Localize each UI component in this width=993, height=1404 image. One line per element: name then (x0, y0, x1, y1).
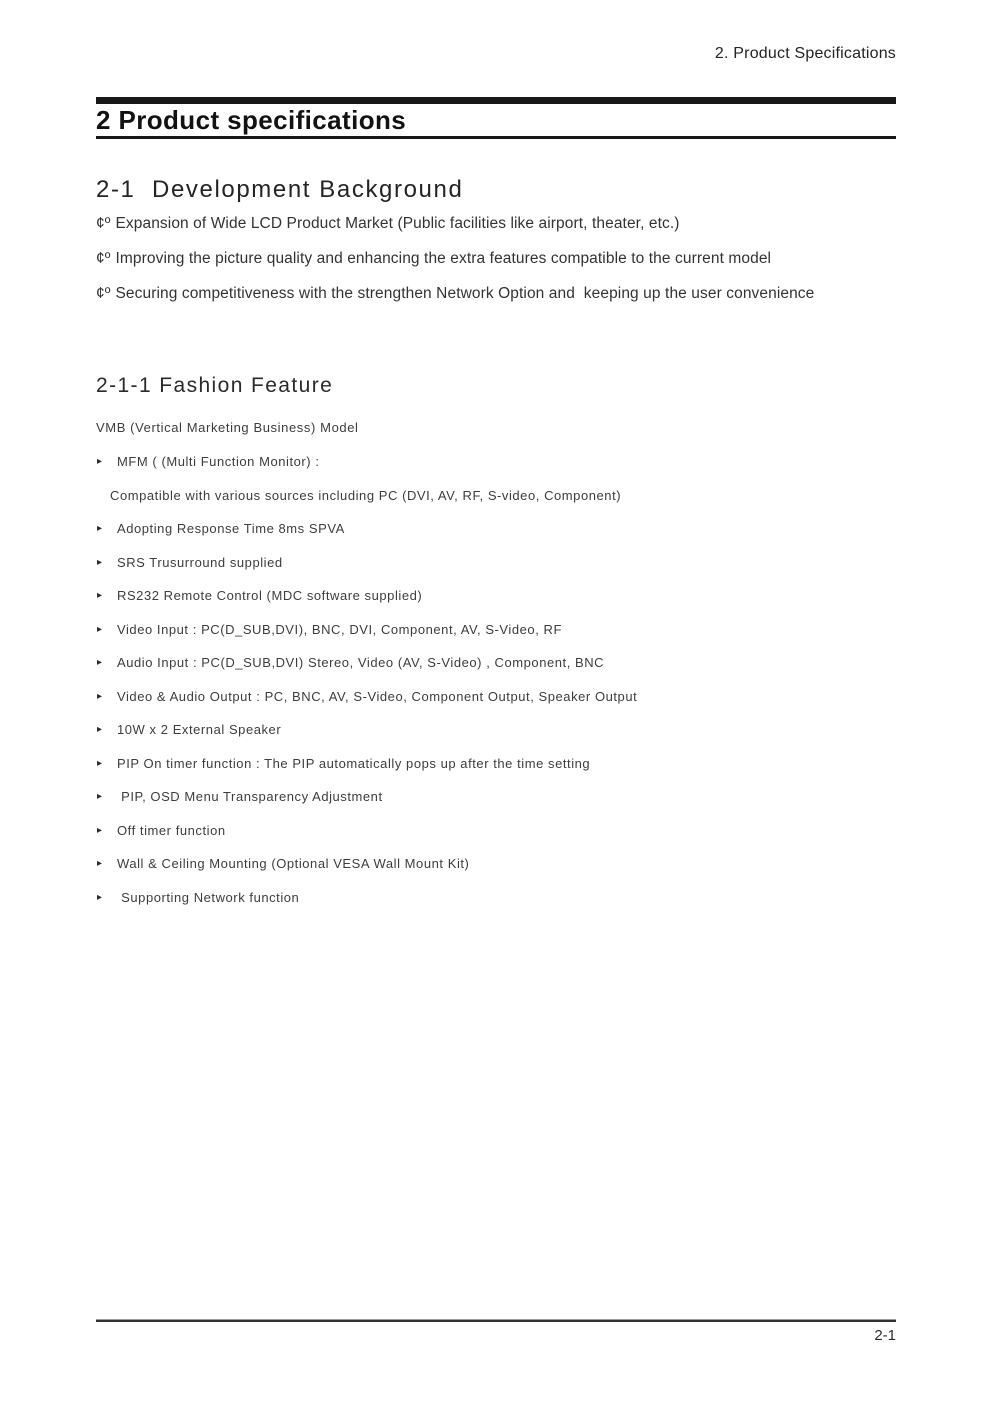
dev-line-text: Expansion of Wide LCD Product Market (Public facilities like airport, theater, etc.) (115, 215, 680, 232)
list-item (96, 824, 896, 838)
triangle-bullet-icon: ▸ (97, 556, 103, 568)
list-item (96, 455, 896, 469)
feature-text: Adopting Response Time 8ms SPVA (117, 521, 345, 536)
feature-list (96, 455, 896, 904)
list-item (96, 790, 896, 804)
triangle-bullet-icon: ▸ (97, 824, 103, 836)
list-item (96, 757, 896, 771)
list-item-continuation: Compatible with various sources including PC (DVI, AV, RF, S-video, Component) (110, 487, 622, 503)
mojibake-bullet-icon: ¢º (96, 250, 111, 267)
triangle-bullet-icon: ▸ (97, 523, 103, 534)
list-item (96, 723, 896, 737)
dev-line-text: Securing competitiveness with the strengthen Network Option and keeping up the user convenience (115, 285, 815, 302)
running-header: 2. Product Specifications (714, 45, 896, 62)
page-content (96, 0, 896, 904)
feature-text: PIP On timer function : The PIP automatically pops up after the time setting (117, 755, 591, 771)
triangle-bullet-icon: ▸ (97, 858, 103, 869)
footer-page-number: 2-1 (874, 1327, 896, 1344)
chapter-top-rule (96, 97, 896, 104)
feature-text: Supporting Network function (117, 889, 300, 905)
triangle-bullet-icon: ▸ (97, 623, 103, 635)
list-item (96, 891, 896, 905)
dev-line-text: Improving the picture quality and enhancing the extra features compatible to the current model (115, 250, 772, 267)
list-item (96, 623, 896, 637)
mojibake-bullet-icon: ¢º (96, 285, 111, 302)
feature-text: RS232 Remote Control (MDC software supplied) (117, 588, 423, 603)
list-item (96, 589, 896, 603)
chapter-title: 2 Product specifications (96, 105, 896, 139)
triangle-bullet-icon: ▸ (97, 690, 103, 702)
section-title-fashion-feature: 2-1-1 Fashion Feature (96, 374, 334, 397)
feature-text: Audio Input : PC(D_SUB,DVI) Stereo, Video (AV, S-Video) , Component, BNC (117, 655, 605, 670)
triangle-bullet-icon: ▸ (97, 657, 103, 668)
dev-bullet-line (96, 245, 896, 273)
feature-text: MFM ( (Multi Function Monitor) : (117, 454, 320, 469)
dev-bullet-line (96, 210, 896, 238)
footer-rule (96, 1319, 896, 1322)
triangle-bullet-icon: ▸ (97, 724, 103, 735)
feature-text: 10W x 2 External Speaker (117, 722, 282, 737)
feature-text: SRS Trusurround supplied (117, 554, 283, 570)
list-item (96, 857, 896, 871)
list-item (96, 522, 896, 536)
list-item (96, 656, 896, 670)
feature-text: Video Input : PC(D_SUB,DVI), BNC, DVI, Component, AV, S-Video, RF (117, 621, 562, 637)
triangle-bullet-icon: ▸ (97, 757, 103, 769)
list-item (96, 556, 896, 570)
feature-text: Video & Audio Output : PC, BNC, AV, S-Video, Component Output, Speaker Output (117, 688, 638, 704)
feature-text: Wall & Ceiling Mounting (Optional VESA Wall Mount Kit) (117, 856, 470, 871)
section-title-development-background: 2-1 Development Background (96, 176, 464, 203)
triangle-bullet-icon: ▸ (97, 891, 103, 903)
mojibake-bullet-icon: ¢º (96, 215, 111, 232)
dev-bullet-line (96, 280, 896, 308)
triangle-bullet-icon: ▸ (97, 456, 103, 467)
feature-text: Off timer function (117, 822, 226, 838)
triangle-bullet-icon: ▸ (97, 590, 103, 601)
fashion-intro-line: VMB (Vertical Marketing Business) Model (96, 420, 359, 435)
list-item (96, 690, 896, 704)
triangle-bullet-icon: ▸ (97, 791, 103, 802)
feature-text: PIP, OSD Menu Transparency Adjustment (117, 789, 383, 804)
